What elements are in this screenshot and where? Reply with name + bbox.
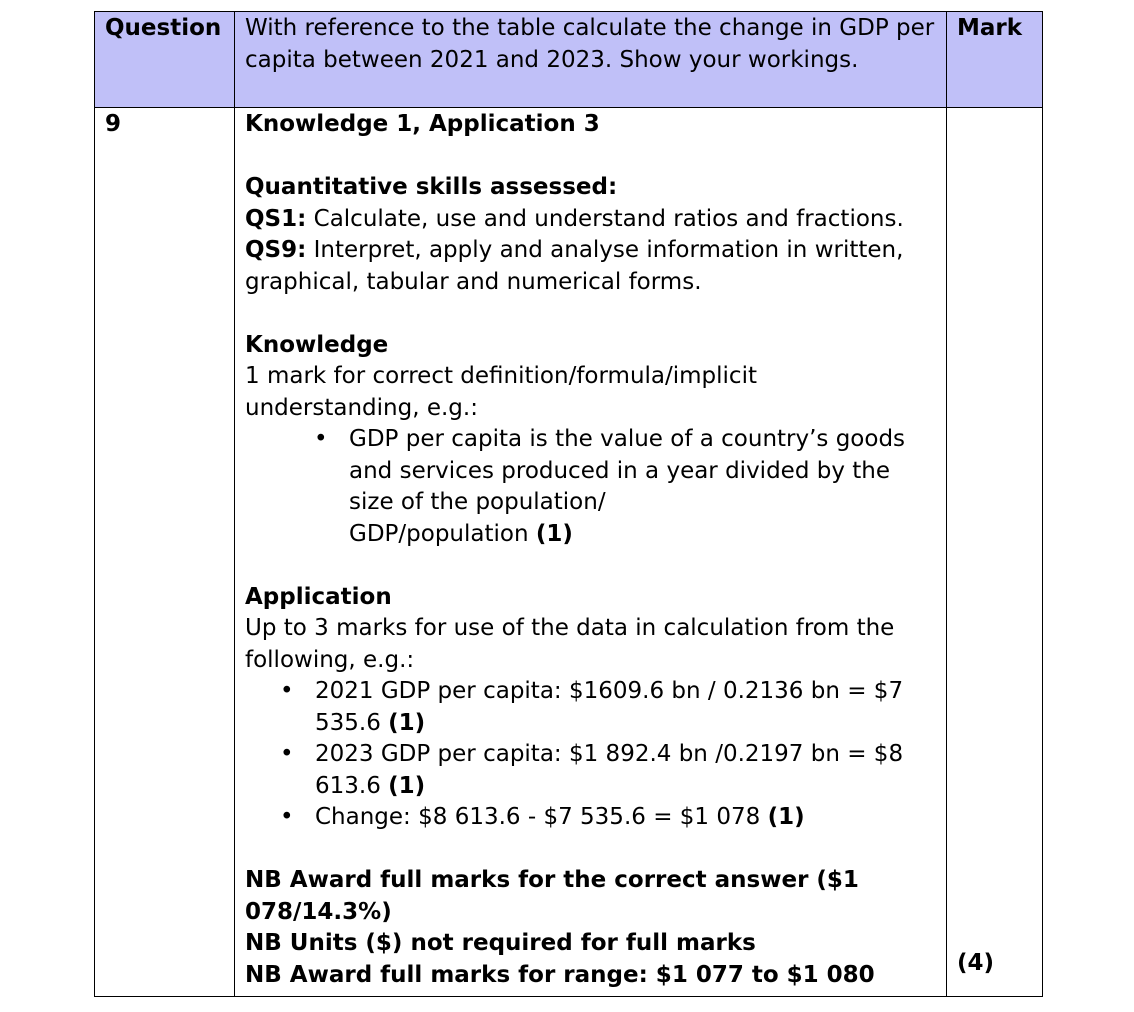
nb-note: NB Units ($) not required for full marks — [245, 930, 756, 956]
qs-item — [245, 204, 936, 236]
calculation-text: 2023 GDP per capita: $1 892.4 bn /0.2197 bn = $8 613.6 — [315, 741, 904, 799]
question-header-label: Question — [105, 15, 222, 41]
list-item — [245, 676, 936, 739]
qs-code: QS1: — [245, 205, 307, 232]
mark-indicator: (1) — [767, 804, 805, 830]
qs-text: Interpret, apply and analyse information in written, graphical, tabular and numerical forms. — [245, 237, 904, 295]
calculation-text: 2021 GDP per capita: $1609.6 bn / 0.2136 bn = $7 535.6 — [315, 678, 904, 736]
question-text: With reference to the table calculate the change in GDP per capita between 2021 and 2023. Show your workings. — [245, 15, 935, 73]
list-item — [245, 739, 936, 802]
application-intro: Up to 3 marks for use of the data in calculation from the following, e.g.: — [245, 615, 895, 673]
mark-scheme-table — [94, 11, 1043, 997]
knowledge-bullet-text: GDP per capita is the value of a country’s goods and services produced in a year divided by the size of the population/ — [349, 426, 906, 515]
nb-note: NB Award full marks for range: $1 077 to $1 080 — [245, 961, 875, 988]
qs-code: QS9: — [245, 237, 307, 263]
knowledge-list — [245, 424, 936, 550]
question-number-cell — [95, 108, 235, 997]
table-row — [95, 108, 1043, 997]
answer-content — [235, 108, 946, 991]
answer-title: Knowledge 1, Application 3 — [245, 111, 600, 137]
application-heading: Application — [245, 583, 392, 610]
nb-note: NB Award full marks for the correct answer ($1 078/14.3%) — [245, 867, 859, 925]
list-item — [245, 424, 936, 550]
question-header-cell — [95, 12, 235, 108]
knowledge-intro: 1 mark for correct definition/formula/implicit understanding, e.g.: — [245, 363, 757, 421]
question-number: 9 — [105, 111, 122, 137]
mark-indicator: (1) — [388, 709, 426, 736]
total-mark: (4) — [957, 949, 995, 976]
mark-header-cell — [947, 12, 1043, 108]
table-header-row — [95, 12, 1043, 108]
knowledge-heading: Knowledge — [245, 331, 389, 358]
list-item — [245, 802, 936, 834]
question-text-cell — [235, 12, 947, 108]
qs-text: Calculate, use and understand ratios and fractions. — [306, 205, 904, 232]
answer-cell — [235, 108, 947, 997]
calculation-text: Change: $8 613.6 - $7 535.6 = $1 078 — [315, 804, 768, 830]
mark-indicator: (1) — [388, 772, 426, 799]
mark-cell — [947, 108, 1043, 997]
mark-indicator: (1) — [535, 520, 573, 547]
mark-header-label: Mark — [957, 15, 1023, 41]
qs-heading: Quantitative skills assessed: — [245, 174, 618, 200]
qs-item — [245, 235, 936, 298]
application-list — [245, 676, 936, 834]
knowledge-bullet-formula: GDP/population — [349, 520, 536, 547]
